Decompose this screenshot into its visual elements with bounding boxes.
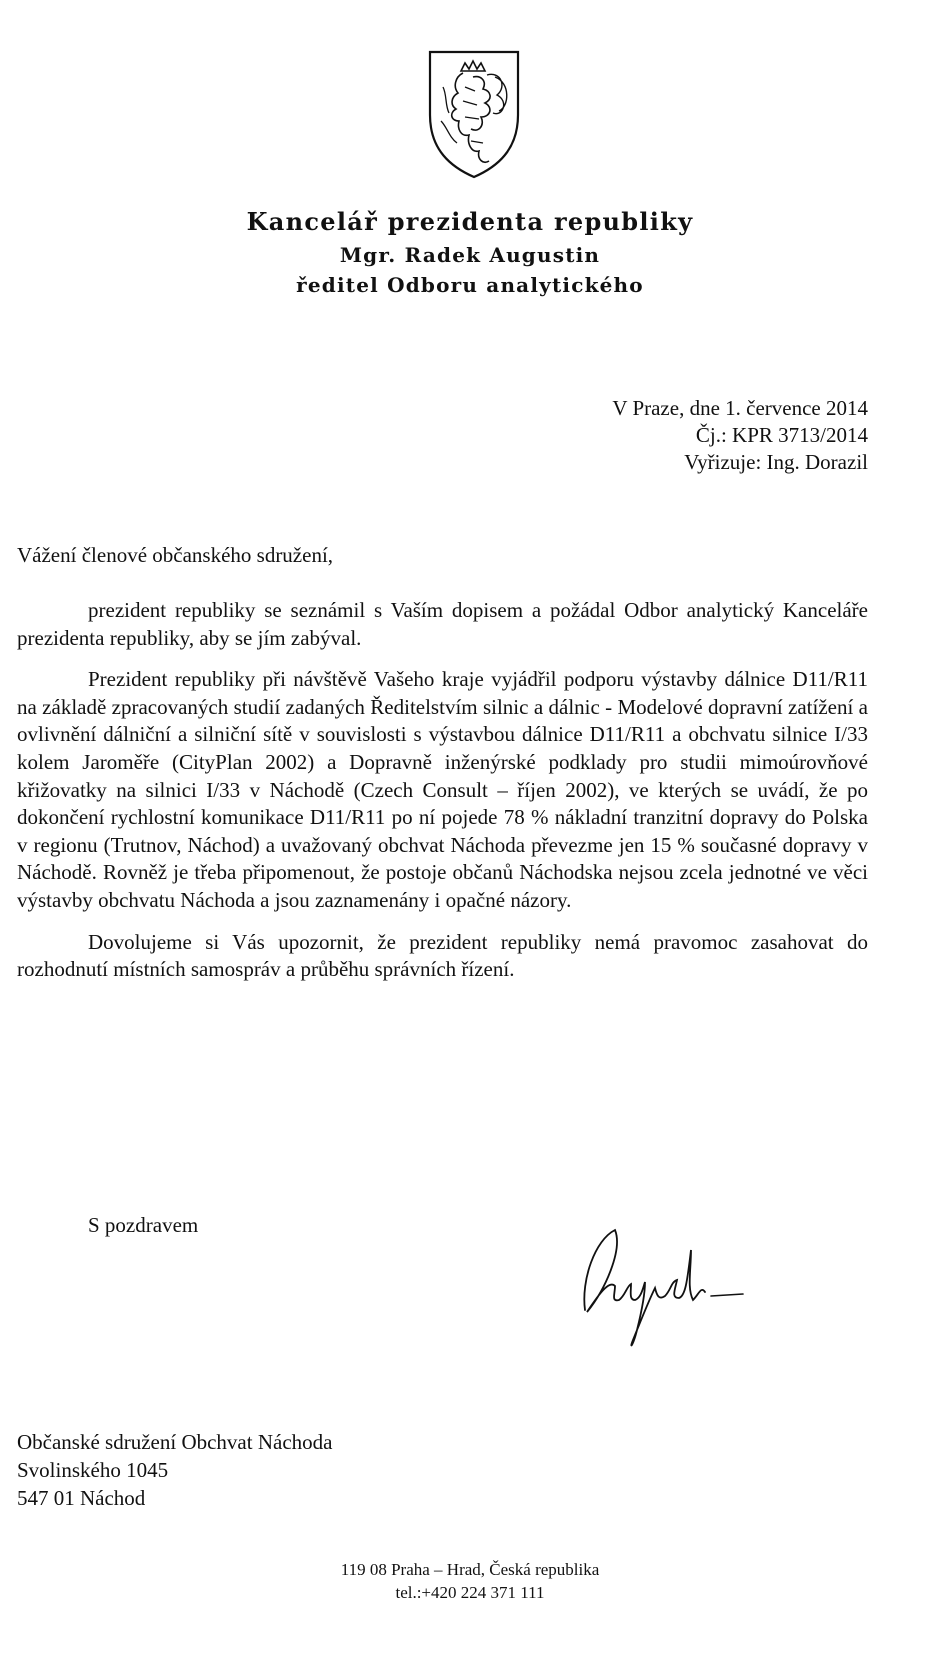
office-title: Kancelář prezidenta republiky [246,207,694,236]
greeting: Vážení členové občanského sdružení, [17,543,334,567]
place-date: V Praze, dne 1. července 2014 [612,396,868,420]
closing: S pozdravem [88,1213,199,1237]
reference-number: Čj.: KPR 3713/2014 [695,423,868,447]
paragraph: Dovolujeme si Vás upozornit, že prezident republiky nemá pravomoc zasahovat do rozhodnutí místních samospráv a průběhu správních řízení. [17,929,868,982]
handled-by: Vyřizuje: Ing. Dorazil [684,450,868,474]
paragraph: prezident republiky se seznámil s Vaším dopisem a požádal Odbor analytický Kanceláře prezidenta republiky, aby se jím zabýval. [17,598,868,650]
recipient-line: 547 01 Náchod [17,1486,146,1510]
sender-position: ředitel Odboru analytického [296,273,644,297]
paragraph: Prezident republiky při návštěvě Vašeho kraje vyjádřil podporu výstavby dálnice D11/R11 na základě zpracovaných studií zadaných Ředitelstvím silnic a dálnic - Modelové dopravní zatížení a ovlivnění dálniční a silniční sítě v souvislosti s výstavbou dálnice D11/R11 a obchvatu silnice I/33 kolem Jaroměře (CityPlan 2002) a Dopravně inženýrské podklady pro studii mimoúrovňové křižovatky na silnici I/33 v Náchodě (Czech Consult – říjen 2002), ve kterých se uvádí, že po dokončení rychlostní komunikace D11/R11 po ní pojede 78 % nákladní tranzitní dopravy do Polska v regionu (Trutnov, Náchod) a uvažovaný obchvat Náchoda převezme jen 15 % současné dopravy v Náchodě. Rovněž je třeba připomenout, že postoje občanů Náchodska nejsou zcela jednotné ve věci výstavby obchvatu Náchoda a jsou zaznamenány i opačné názory. [17,667,868,912]
letter-body [17,597,868,998]
sender-name: Mgr. Radek Augustin [339,243,601,267]
letter-meta [612,395,868,476]
recipient-address [17,1428,332,1512]
recipient-line: Občanské sdružení Obchvat Náchoda [17,1430,333,1454]
footer-phone: tel.:+420 224 371 111 [395,1583,545,1602]
recipient-line: Svolinského 1045 [17,1458,169,1482]
signature-icon [575,1220,765,1350]
footer-address: 119 08 Praha – Hrad, Česká republika [340,1560,600,1579]
coat-of-arms-icon [425,47,523,181]
